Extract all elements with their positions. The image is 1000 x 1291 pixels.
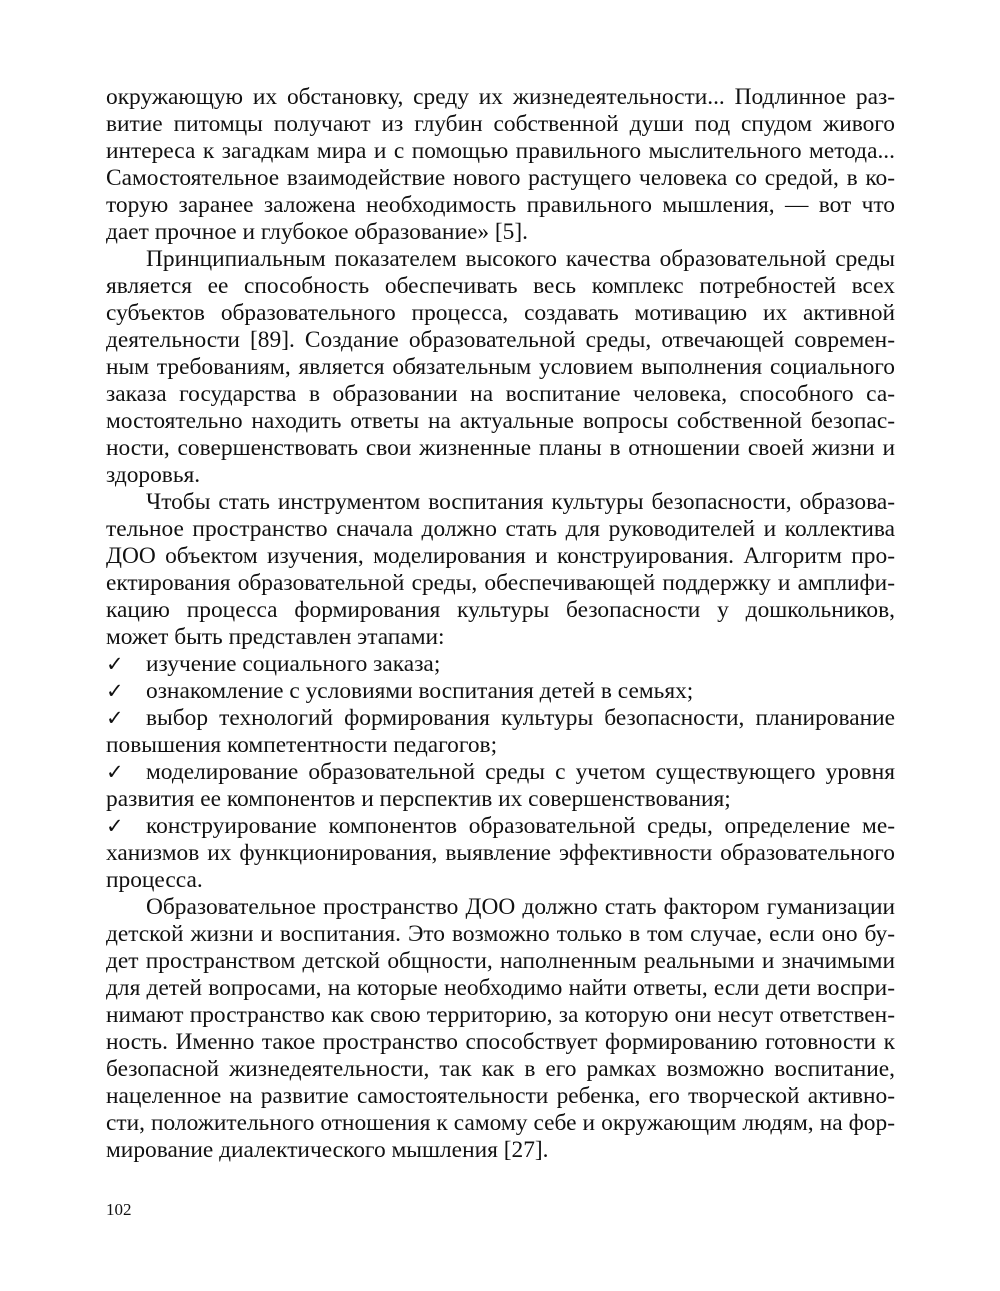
- list-item: [106, 678, 895, 705]
- checkmark-icon: ✓: [106, 679, 124, 703]
- page-number: 102: [106, 1200, 132, 1219]
- list-item: [106, 705, 895, 759]
- list-item-text: изучение социального заказа;: [146, 651, 441, 677]
- checkmark-icon: ✓: [106, 652, 124, 676]
- list-item: [106, 813, 895, 894]
- stages-list: [106, 651, 895, 894]
- checkmark-icon: ✓: [106, 760, 124, 784]
- list-item-text: выбор технологий формирования культуры безопасности, планирование повышения компетентности педагогов;: [106, 705, 895, 758]
- page-body: [106, 84, 895, 1164]
- paragraph-3: Чтобы стать инструментом воспитания культуры безопасности, образовательное пространство сначала должно стать для руководителей и коллектива ДОО объектом изучения, моделирования и конструирования. Алгоритм проектирования образовательной среды, обеспечивающей поддержку и амплификацию процесса формирования культуры безопасности у дошкольников, может быть представлен этапами:: [106, 489, 895, 650]
- list-item-text: моделирование образовательной среды с учетом существующего уровня развития ее компонентов и перспектив их совершенствования;: [106, 759, 895, 812]
- list-item-text: ознакомление с условиями воспитания детей в семьях;: [146, 678, 694, 704]
- list-item-text: конструирование компонентов образовательной среды, определение механизмов их функционирования, выявление эффективности образовательного процесса.: [106, 813, 895, 893]
- list-item: [106, 759, 895, 813]
- checkmark-icon: ✓: [106, 814, 124, 838]
- checkmark-icon: ✓: [106, 706, 124, 730]
- list-item: [106, 651, 895, 678]
- paragraph-1: окружающую их обстановку, среду их жизнедеятельности... Подлинное развитие питомцы получают из глубин собственной души под спудом живого интереса к загадкам мира и с помощью правильного мыслительного метода... Самостоятельное взаимодействие нового растущего человека со средой, в которую заранее заложена необходимость правильного мышления, — вот что дает прочное и глубокое образование» [5].: [106, 84, 895, 245]
- paragraph-4: Образовательное пространство ДОО должно стать фактором гуманизации детской жизни и воспитания. Это возможно только в том случае, если оно будет пространством детской общности, наполненным реальными и значимыми для детей вопросами, на которые необходимо найти ответы, если дети воспринимают пространство как свою территорию, за которую они несут ответственность. Именно такое пространство способствует формированию готовности к безопасной жизнедеятельности, так как в его рамках возможно воспитание, нацеленное на развитие самостоятельности ребенка, его творческой активности, положительного отношения к самому себе и окружающим людям, на формирование диалектического мышления [27].: [106, 894, 895, 1163]
- paragraph-2: Принципиальным показателем высокого качества образовательной среды является ее способность обеспечивать весь комплекс потребностей всех субъектов образовательного процесса, создавать мотивацию их активной деятельности [89]. Создание образовательной среды, отвечающей современным требованиям, является обязательным условием выполнения социального заказа государства в образовании на воспитание человека, способного самостоятельно находить ответы на актуальные вопросы собственной безопасности, совершенствовать свои жизненные планы в отношении своей жизни и здоровья.: [106, 246, 895, 488]
